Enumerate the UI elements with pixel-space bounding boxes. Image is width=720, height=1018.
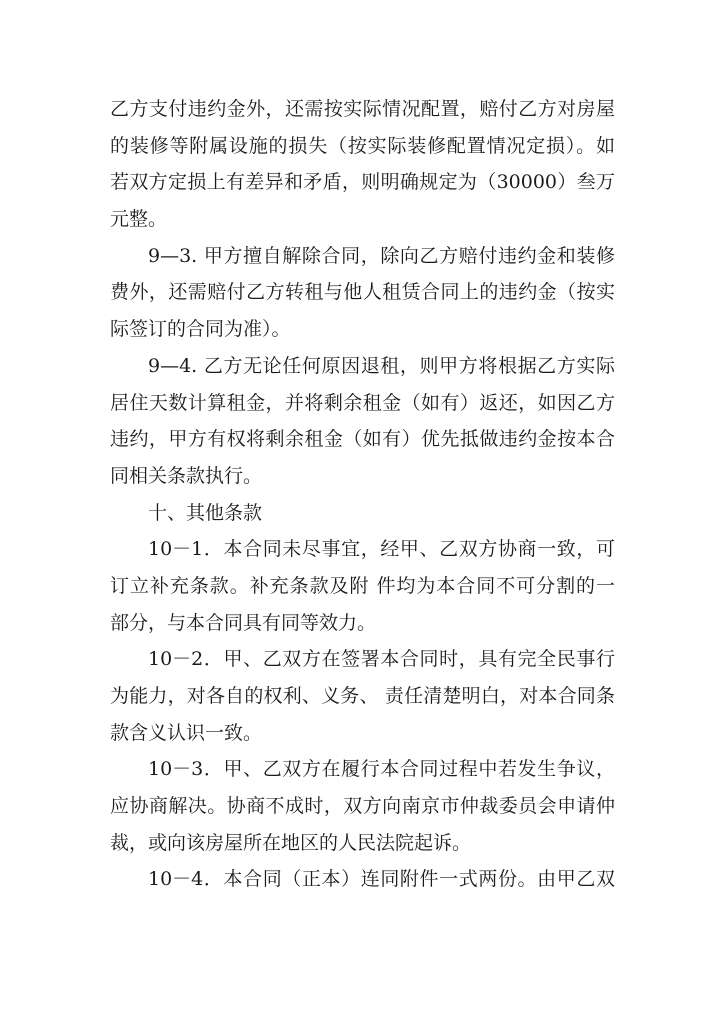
- text-line: 10－1．本合同未尽事宜，经甲、乙双方协商一致，可: [148, 538, 615, 561]
- text-line: 居住天数计算租金，并将剩余租金（如有）返还，如因乙方: [110, 391, 615, 414]
- clause-10-1: [110, 531, 615, 641]
- text-line: 违约，甲方有权将剩余租金（如有）优先抵做违约金按本合: [110, 428, 615, 451]
- clause-10-2: [110, 641, 615, 751]
- clause-9-4: [110, 348, 615, 495]
- text-line: 款含义认识一致。: [110, 721, 263, 744]
- text-line: 裁，或向该房屋所在地区的人民法院起诉。: [110, 831, 472, 854]
- text-line: 订立补充条款。补充条款及附 件均为本合同不可分割的一: [110, 574, 615, 597]
- text-line: 若双方定损上有差异和矛盾，则明确规定为（30000）叁万: [110, 171, 615, 194]
- clause-9-3: [110, 238, 615, 348]
- text-line: 10－4．本合同（正本）连同附件一式两份。由甲乙双: [148, 868, 615, 891]
- text-line: 费外，还需赔付乙方转租与他人租赁合同上的违约金（按实: [110, 281, 615, 304]
- text-line: 乙方支付违约金外，还需按实际情况配置，赔付乙方对房屋: [110, 98, 615, 120]
- text-line: 部分，与本合同具有同等效力。: [110, 611, 377, 634]
- text-line: 同相关条款执行。: [110, 464, 263, 487]
- section-heading: 十、其他条款: [148, 501, 263, 524]
- text-line: 为能力，对各自的权利、义务、 责任清楚明白，对本合同条: [110, 685, 615, 707]
- text-line: 9—3. 甲方擅自解除合同，除向乙方赔付违约金和装修: [148, 244, 615, 267]
- clause-10-4: [110, 861, 615, 898]
- text-line: 际签订的合同为准）。: [110, 318, 291, 341]
- text-line: 应协商解决。协商不成时，双方向南京市仲裁委员会申请仲: [110, 795, 615, 818]
- text-line: 10－3．甲、乙双方在履行本合同过程中若发生争议，: [148, 758, 615, 781]
- text-line: 9—4. 乙方无论任何原因退租，则甲方将根据乙方实际: [148, 354, 615, 377]
- document-page: [110, 91, 615, 898]
- section-heading-other-terms: [110, 495, 615, 532]
- clause-10-3: [110, 751, 615, 861]
- text-line: 10－2．甲、乙双方在签署本合同时，具有完全民事行: [148, 648, 615, 671]
- text-line: 的装修等附属设施的损失（按实际装修配置情况定损）。如: [110, 134, 615, 157]
- paragraph-breach-compensation: [110, 91, 615, 238]
- text-line: 元整。: [110, 208, 168, 231]
